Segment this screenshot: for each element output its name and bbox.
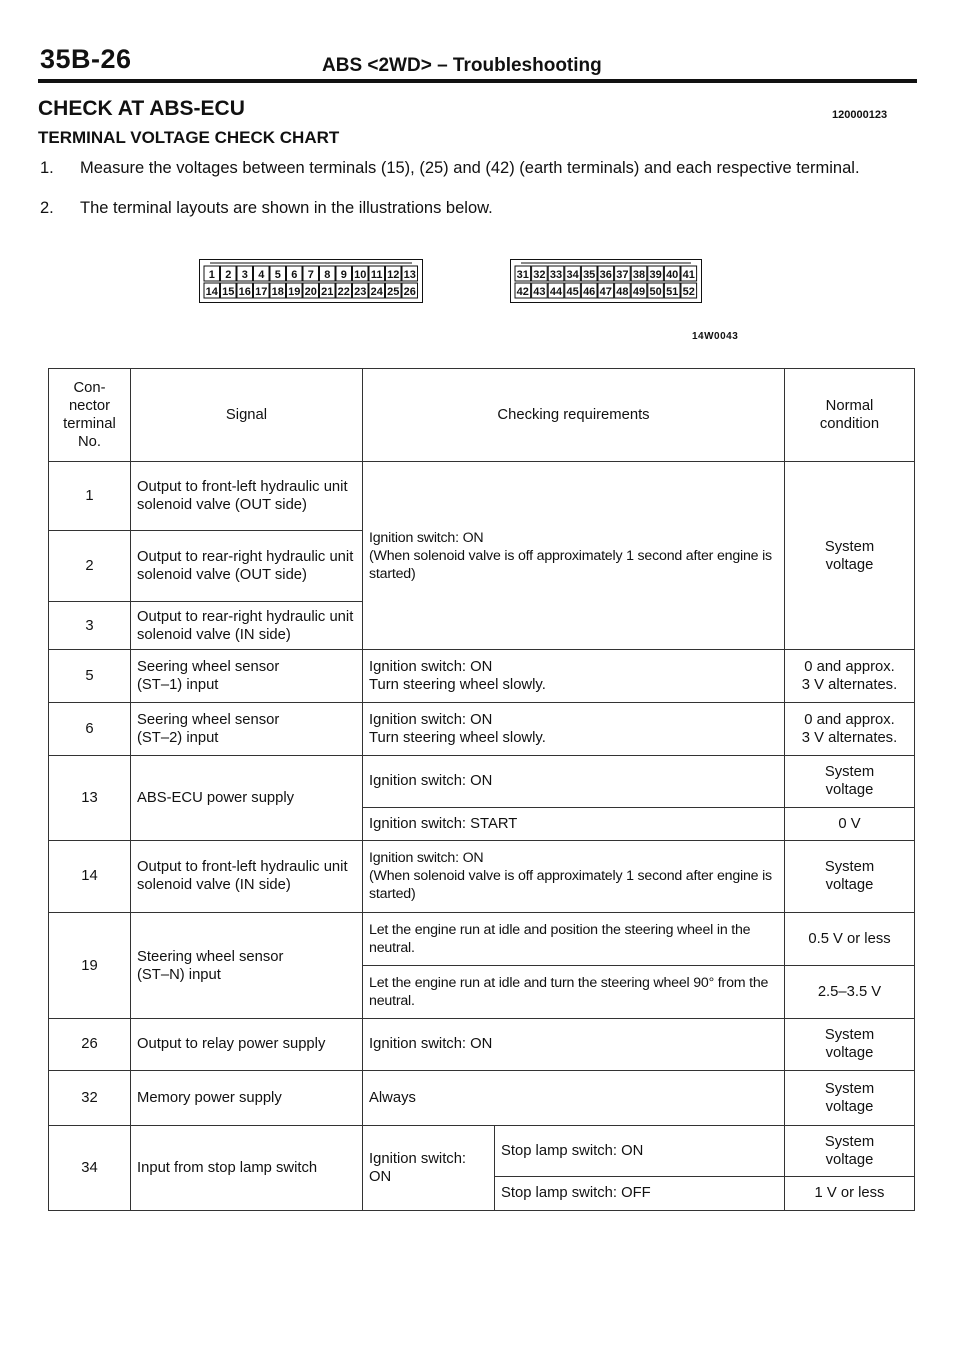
connector-pin-label: 38 bbox=[632, 269, 646, 281]
figure-code: 14W0043 bbox=[692, 331, 739, 342]
connector-pin-label: 48 bbox=[616, 286, 629, 298]
requirement-cell: Ignition switch: ON bbox=[363, 755, 785, 808]
connector-b-pins bbox=[511, 260, 701, 302]
table-row bbox=[49, 462, 915, 531]
requirement-cell: Stop lamp switch: OFF bbox=[495, 1176, 785, 1210]
connector-pin-label: 5 bbox=[274, 269, 281, 281]
connector-pin-label: 41 bbox=[682, 269, 695, 281]
step-number: 2. bbox=[40, 199, 54, 217]
normal-cell: 0 V bbox=[785, 808, 915, 840]
page-number: 35B-26 bbox=[40, 44, 132, 74]
section-title: CHECK AT ABS-ECU bbox=[38, 97, 245, 120]
requirement-cell: Ignition switch: ON (When solenoid valve is off approximately 1 second after engine is started) bbox=[363, 840, 785, 913]
step-text: The terminal layouts are shown in the illustrations below. bbox=[80, 199, 493, 217]
connector-pin-label: 43 bbox=[533, 286, 546, 298]
normal-cell: 0 and approx. 3 V alternates. bbox=[785, 702, 915, 755]
signal-cell: Output to rear-right hydraulic unit solenoid valve (OUT side) bbox=[131, 530, 363, 601]
connector-pin-label: 2 bbox=[225, 269, 232, 281]
connector-pin-label: 7 bbox=[307, 269, 314, 281]
connector-pin-label: 50 bbox=[649, 286, 662, 298]
connector-pin-label: 40 bbox=[666, 269, 679, 281]
normal-cell: System voltage bbox=[785, 462, 915, 650]
connector-a-pins bbox=[200, 260, 422, 302]
condition-cell: Ignition switch: ON bbox=[363, 1125, 495, 1210]
signal-cell: Output to rear-right hydraulic unit solenoid valve (IN side) bbox=[131, 601, 363, 650]
signal-cell: Memory power supply bbox=[131, 1071, 363, 1126]
terminal-no: 32 bbox=[49, 1071, 131, 1126]
chart-subtitle: TERMINAL VOLTAGE CHECK CHART bbox=[38, 128, 340, 147]
page-header-title: ABS <2WD> – Troubleshooting bbox=[322, 55, 602, 76]
connector-pin-label: 19 bbox=[288, 286, 301, 298]
connector-pin-label: 4 bbox=[258, 269, 265, 281]
normal-cell: System voltage bbox=[785, 840, 915, 913]
normal-cell: System voltage bbox=[785, 755, 915, 808]
signal-cell: ABS-ECU power supply bbox=[131, 755, 363, 840]
connector-pin-label: 24 bbox=[370, 286, 383, 298]
header-normal: Normal condition bbox=[785, 369, 915, 462]
table-row bbox=[49, 650, 915, 703]
requirement-cell: Ignition switch: ON Turn steering wheel slowly. bbox=[363, 702, 785, 755]
header-requirements: Checking requirements bbox=[363, 369, 785, 462]
connector-pin-label: 14 bbox=[205, 286, 218, 298]
terminal-no: 13 bbox=[49, 755, 131, 840]
table-row bbox=[49, 840, 915, 913]
normal-cell: System voltage bbox=[785, 1125, 915, 1176]
table-row bbox=[49, 1071, 915, 1126]
normal-cell: 2.5–3.5 V bbox=[785, 966, 915, 1019]
requirement-cell: Let the engine run at idle and position the steering wheel in the neutral. bbox=[363, 913, 785, 966]
terminal-voltage-table bbox=[48, 368, 915, 1211]
connector-pin-label: 11 bbox=[370, 269, 383, 281]
step-number: 1. bbox=[40, 159, 54, 177]
connector-pin-label: 51 bbox=[666, 286, 679, 298]
connector-pin-label: 42 bbox=[516, 286, 529, 298]
connector-a-diagram bbox=[199, 259, 423, 303]
connector-pin-label: 12 bbox=[387, 269, 400, 281]
terminal-no: 26 bbox=[49, 1018, 131, 1071]
terminal-no: 2 bbox=[49, 530, 131, 601]
header-rule bbox=[38, 79, 917, 83]
normal-cell: 1 V or less bbox=[785, 1176, 915, 1210]
section-code: 120000123 bbox=[832, 109, 888, 121]
connector-pin-label: 36 bbox=[599, 269, 612, 281]
connector-pin-label: 15 bbox=[222, 286, 235, 298]
table-row bbox=[49, 1018, 915, 1071]
connector-pin-label: 13 bbox=[403, 269, 416, 281]
connector-pin-label: 20 bbox=[304, 286, 317, 298]
terminal-no: 6 bbox=[49, 702, 131, 755]
requirement-cell: Always bbox=[363, 1071, 785, 1126]
normal-cell: 0 and approx. 3 V alternates. bbox=[785, 650, 915, 703]
requirement-cell: Ignition switch: ON Turn steering wheel slowly. bbox=[363, 650, 785, 703]
connector-pin-label: 45 bbox=[566, 286, 579, 298]
terminal-no: 1 bbox=[49, 462, 131, 531]
connector-pin-label: 31 bbox=[516, 269, 529, 281]
requirement-cell: Stop lamp switch: ON bbox=[495, 1125, 785, 1176]
connector-pin-label: 9 bbox=[340, 269, 347, 281]
signal-cell: Seering wheel sensor (ST–1) input bbox=[131, 650, 363, 703]
terminal-no: 5 bbox=[49, 650, 131, 703]
connector-pin-label: 26 bbox=[403, 286, 416, 298]
step-text: Measure the voltages between terminals (15), (25) and (42) (earth terminals) and each respective terminal. bbox=[80, 159, 860, 177]
connector-pin-label: 1 bbox=[208, 269, 215, 281]
connector-pin-label: 37 bbox=[616, 269, 629, 281]
terminal-no: 3 bbox=[49, 601, 131, 650]
signal-cell: Output to front-left hydraulic unit solenoid valve (IN side) bbox=[131, 840, 363, 913]
connector-pin-label: 46 bbox=[583, 286, 596, 298]
connector-pin-label: 22 bbox=[337, 286, 350, 298]
connector-pin-label: 35 bbox=[583, 269, 596, 281]
connector-pin-label: 21 bbox=[321, 286, 334, 298]
requirement-cell: Ignition switch: START bbox=[363, 808, 785, 840]
connector-pin-label: 32 bbox=[533, 269, 546, 281]
header-terminal: Con- nector terminal No. bbox=[49, 369, 131, 462]
connector-pin-label: 17 bbox=[255, 286, 268, 298]
signal-cell: Input from stop lamp switch bbox=[131, 1125, 363, 1210]
connector-pin-label: 33 bbox=[549, 269, 563, 281]
normal-cell: System voltage bbox=[785, 1071, 915, 1126]
connector-pin-label: 6 bbox=[291, 269, 298, 281]
table-row bbox=[49, 913, 915, 966]
requirement-cell: Let the engine run at idle and turn the steering wheel 90° from the neutral. bbox=[363, 966, 785, 1019]
requirement-cell: Ignition switch: ON bbox=[363, 1018, 785, 1071]
table-row bbox=[49, 1125, 915, 1176]
normal-cell: System voltage bbox=[785, 1018, 915, 1071]
connector-pin-label: 16 bbox=[238, 286, 251, 298]
signal-cell: Output to front-left hydraulic unit solenoid valve (OUT side) bbox=[131, 462, 363, 531]
table-row bbox=[49, 755, 915, 808]
connector-pin-label: 23 bbox=[354, 286, 367, 298]
terminal-no: 19 bbox=[49, 913, 131, 1018]
connector-pin-label: 10 bbox=[354, 269, 367, 281]
connector-b-diagram bbox=[510, 259, 702, 303]
terminal-no: 14 bbox=[49, 840, 131, 913]
header-signal: Signal bbox=[131, 369, 363, 462]
table-row bbox=[49, 702, 915, 755]
connector-pin-label: 18 bbox=[271, 286, 284, 298]
connector-pin-label: 3 bbox=[241, 269, 248, 281]
signal-cell: Output to relay power supply bbox=[131, 1018, 363, 1071]
connector-pin-label: 44 bbox=[549, 286, 563, 298]
connector-pin-label: 25 bbox=[387, 286, 400, 298]
terminal-no: 34 bbox=[49, 1125, 131, 1210]
connector-pin-label: 34 bbox=[566, 269, 579, 281]
connector-pin-label: 47 bbox=[599, 286, 612, 298]
connector-pin-label: 8 bbox=[324, 269, 331, 281]
signal-cell: Steering wheel sensor (ST–N) input bbox=[131, 913, 363, 1018]
table-header-row bbox=[49, 369, 915, 462]
connector-pin-label: 49 bbox=[632, 286, 646, 298]
connector-pin-label: 39 bbox=[649, 269, 662, 281]
normal-cell: 0.5 V or less bbox=[785, 913, 915, 966]
connector-pin-label: 52 bbox=[682, 286, 695, 298]
signal-cell: Seering wheel sensor (ST–2) input bbox=[131, 702, 363, 755]
requirement-cell: Ignition switch: ON (When solenoid valve is off approximately 1 second after engine is started) bbox=[363, 462, 785, 650]
